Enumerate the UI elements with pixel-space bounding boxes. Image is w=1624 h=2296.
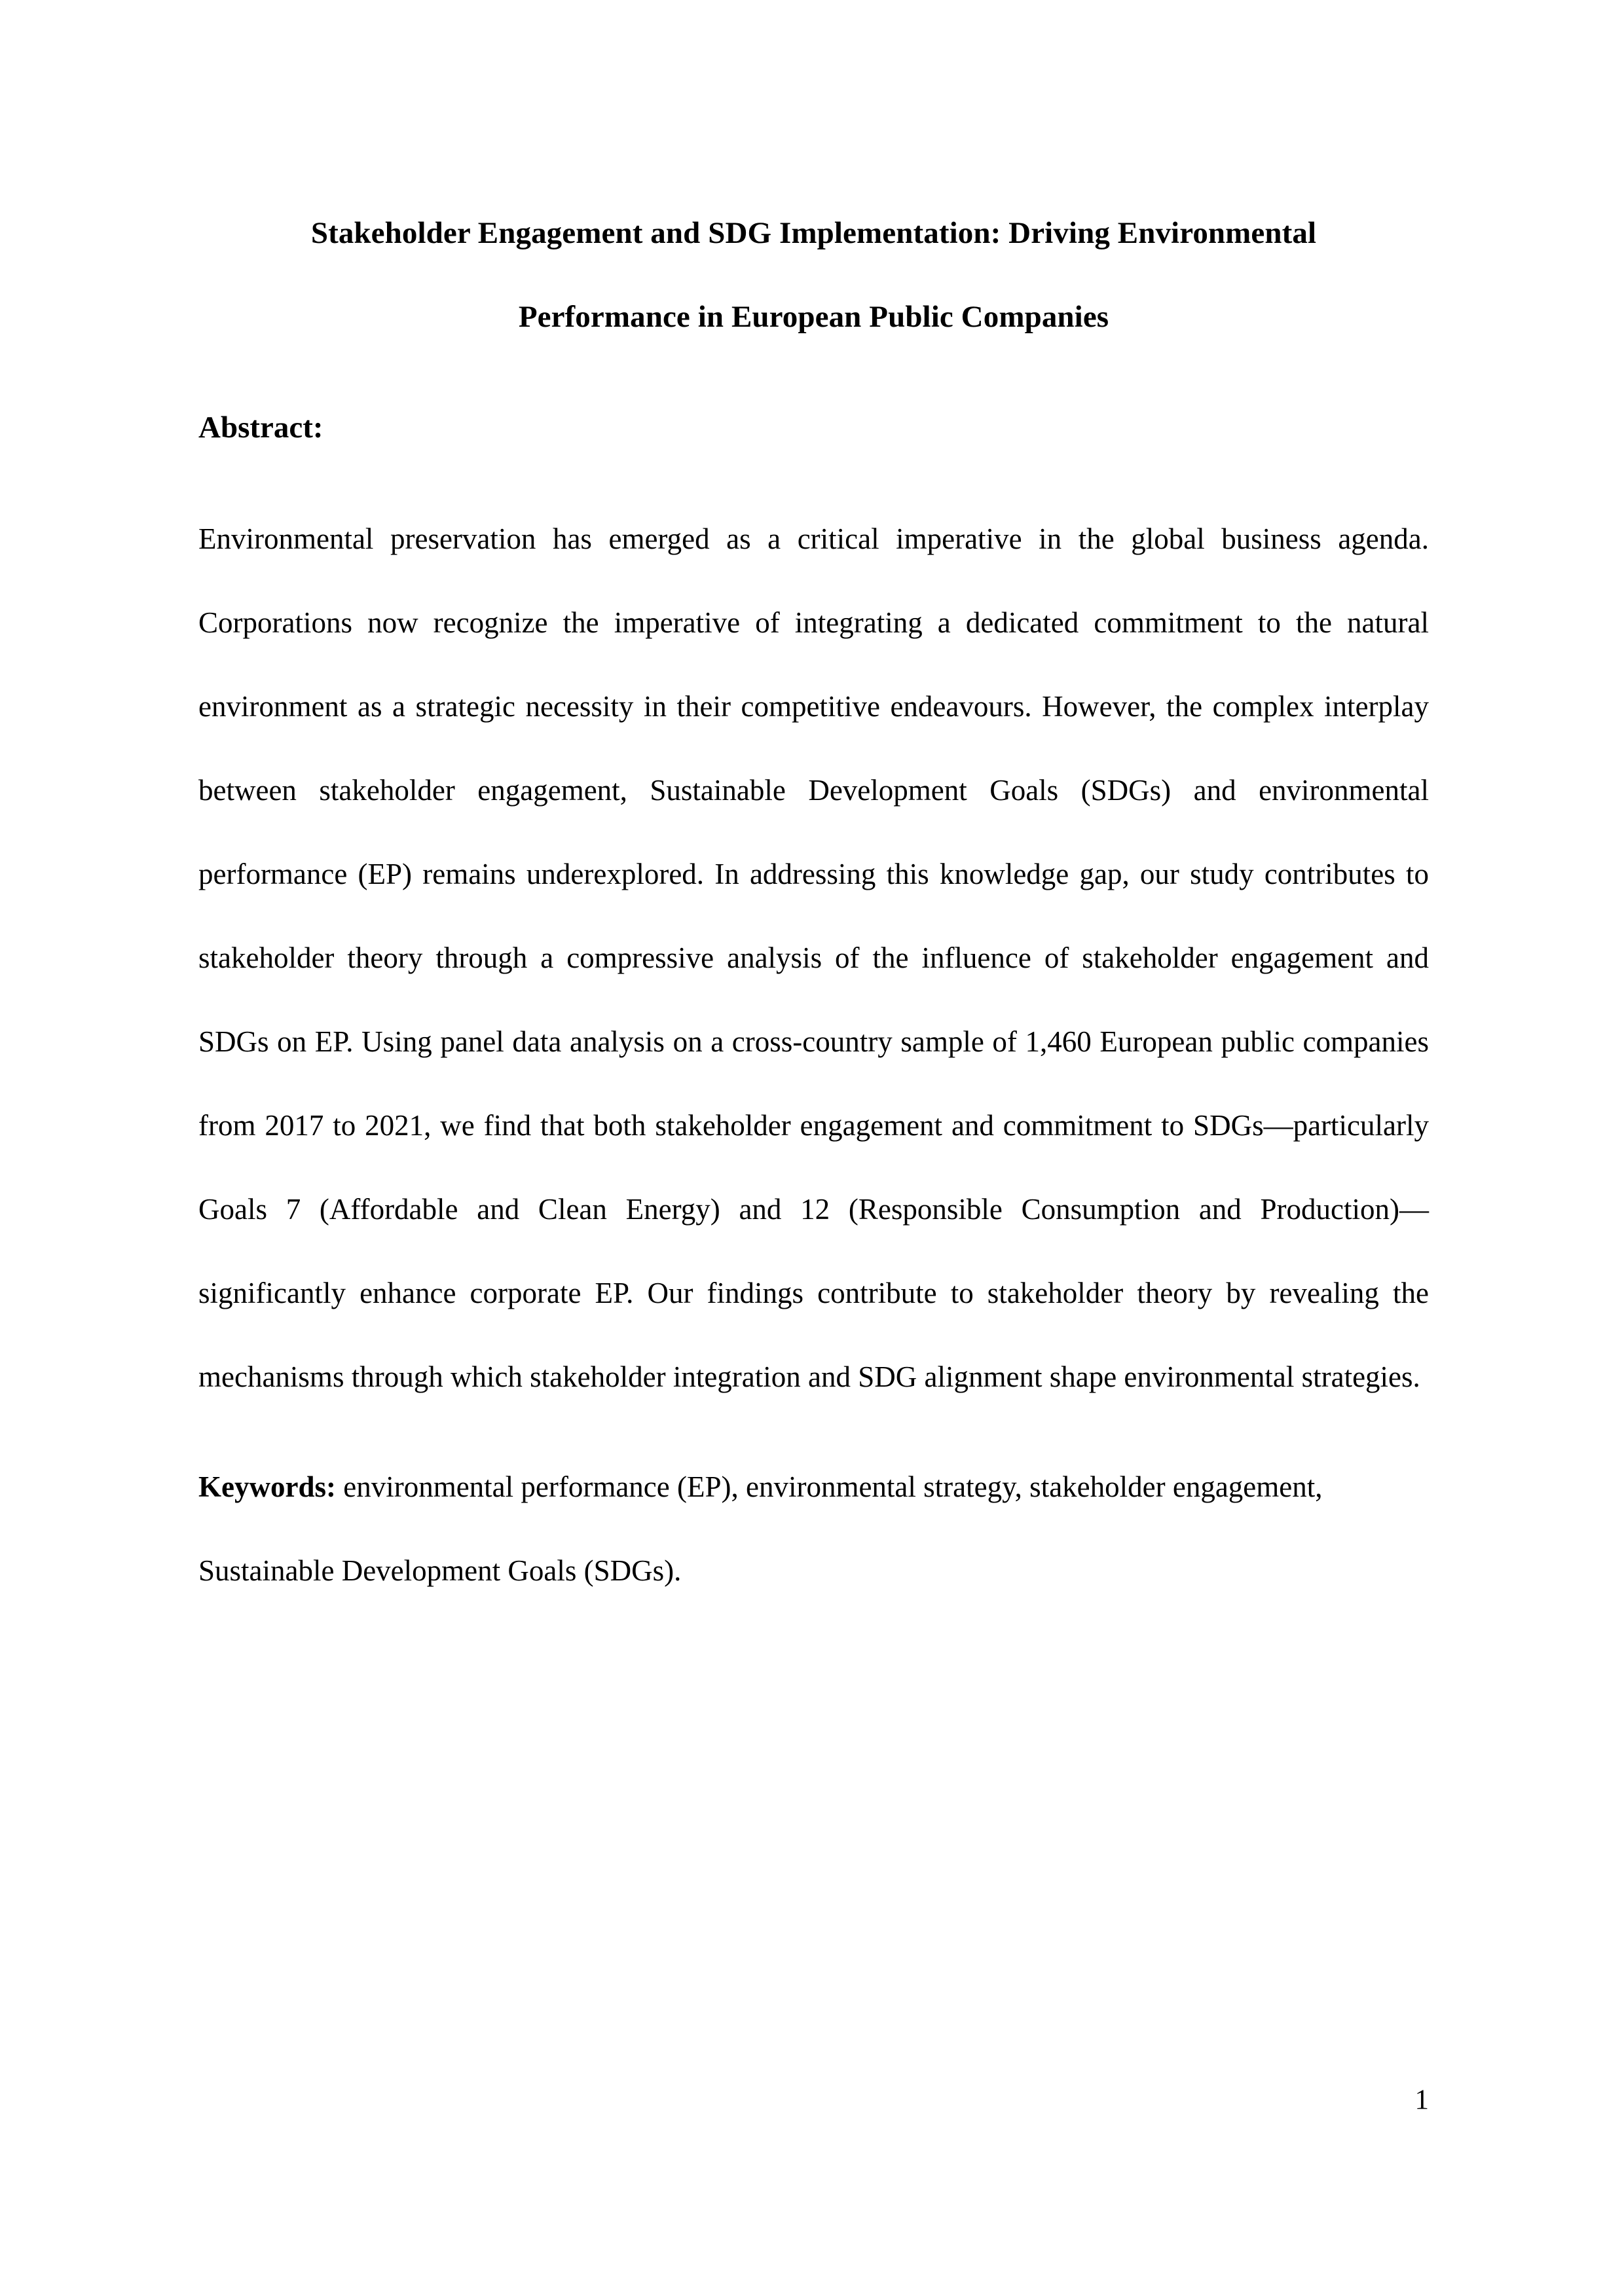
page-title-line-1: Stakeholder Engagement and SDG Implementation: Driving Environmental (310, 216, 1317, 250)
page-number: 1 (1414, 2085, 1429, 2115)
page-content (198, 0, 1429, 1613)
keywords-value: environmental performance (EP), environmental strategy, stakeholder engagement, Sustainable Development Goals (SDGs). (198, 1470, 1323, 1587)
abstract-heading: Abstract: (198, 410, 323, 445)
keywords-line (198, 1445, 1429, 1613)
keywords-label: Keywords: (198, 1470, 336, 1503)
page-title-line-2: Performance in European Public Companies (518, 300, 1109, 334)
abstract-paragraph: Environmental preservation has emerged as a critical imperative in the global business agenda. Corporations now recognize the imperative of integrating a dedicated commitment to the natural environment as a strategic necessity in their competitive endeavours. However, the complex interplay between stakeholder engagement, Sustainable Development Goals (SDGs) and environmental performance (EP) remains underexplored. In addressing this knowledge gap, our study contributes to stakeholder theory through a compressive analysis of the influence of stakeholder engagement and SDGs on EP. Using panel data analysis on a cross-country sample of 1,460 European public companies from 2017 to 2021, we find that both stakeholder engagement and commitment to SDGs—particularly Goals 7 (Affordable and Clean Energy) and 12 (Responsible Consumption and Production)—significantly enhance corporate EP. Our findings contribute to stakeholder theory by revealing the mechanisms through which stakeholder integration and SDG alignment shape environmental strategies. (198, 522, 1429, 1393)
